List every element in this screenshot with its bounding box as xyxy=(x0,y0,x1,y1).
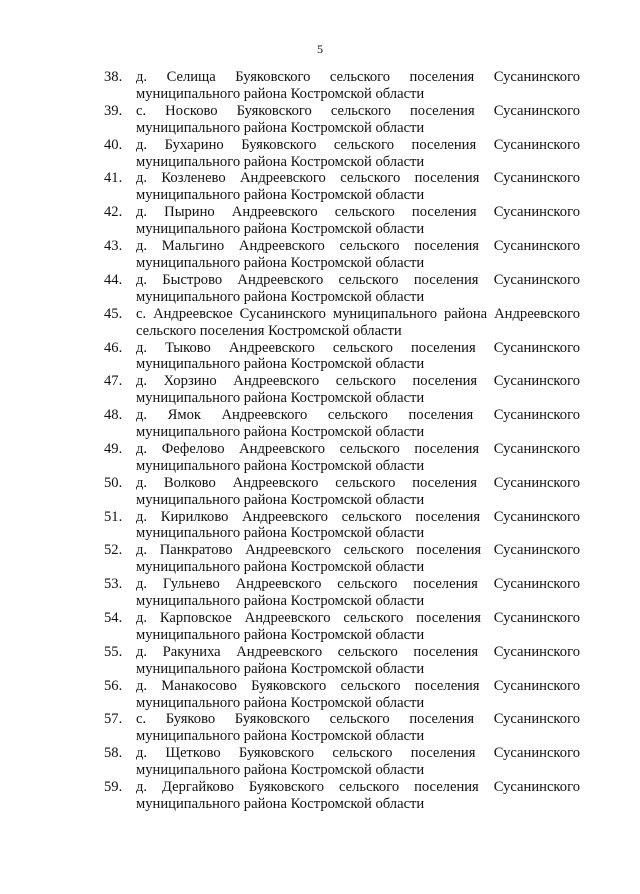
list-item xyxy=(104,678,580,712)
item-text: д. Быстрово Андреевского сельского поселения Сусанинского муниципального района Костромской области xyxy=(136,271,580,305)
page-number: 5 xyxy=(317,42,323,56)
list-item xyxy=(104,441,580,475)
item-text: с. Носково Буяковского сельского поселения Сусанинского муниципального района Костромской области xyxy=(136,102,580,136)
list-item xyxy=(104,103,580,137)
item-text: д. Пырино Андреевского сельского поселения Сусанинского муниципального района Костромской области xyxy=(136,204,580,238)
list-item xyxy=(104,373,580,407)
settlement-list xyxy=(104,69,580,813)
item-text: д. Хорзино Андреевского сельского поселения Сусанинского муниципального района Костромской области xyxy=(136,373,580,407)
item-number: 41. xyxy=(104,170,123,187)
item-text: д. Ракуниха Андреевского сельского поселения Сусанинского муниципального района Костромской области xyxy=(136,643,580,677)
item-text: д. Кирилково Андреевского сельского поселения Сусанинского муниципального района Костромской области xyxy=(136,508,580,542)
list-item xyxy=(104,340,580,374)
list-item xyxy=(104,272,580,306)
list-item xyxy=(104,475,580,509)
item-number: 56. xyxy=(104,677,123,694)
item-text: д. Гульнево Андреевского сельского поселения Сусанинского муниципального района Костромской области xyxy=(136,576,580,610)
list-item xyxy=(104,137,580,171)
item-text: с. Андреевское Сусанинского муниципального района Андреевского сельского поселения Костромской области xyxy=(136,305,580,339)
item-number: 39. xyxy=(104,102,123,119)
item-number: 42. xyxy=(104,204,123,221)
item-number: 46. xyxy=(104,339,123,356)
list-item xyxy=(104,170,580,204)
item-text: д. Мальгино Андреевского сельского поселения Сусанинского муниципального района Костромской области xyxy=(136,238,580,271)
list-item xyxy=(104,779,580,813)
item-text: с. Буяково Буяковского сельского поселения Сусанинского муниципального района Костромской области xyxy=(136,711,580,745)
item-number: 57. xyxy=(104,711,123,728)
item-text: д. Ямок Андреевского сельского поселения Сусанинского муниципального района Костромской области xyxy=(136,407,580,441)
item-text: д. Манакосово Буяковского сельского поселения Сусанинского муниципального района Костромской области xyxy=(136,677,580,711)
list-item xyxy=(104,204,580,238)
item-number: 50. xyxy=(104,474,123,491)
item-number: 54. xyxy=(104,610,123,626)
item-text: д. Тыково Андреевского сельского поселения Сусанинского муниципального района Костромской области xyxy=(136,339,580,373)
item-number: 40. xyxy=(104,136,123,153)
item-number: 55. xyxy=(104,643,123,660)
item-text: д. Козленево Андреевского сельского поселения Сусанинского муниципального района Костромской области xyxy=(136,170,580,204)
item-text: д. Дергайково Буяковского сельского поселения Сусанинского муниципального района Костромской области xyxy=(136,779,580,812)
item-number: 51. xyxy=(104,508,123,525)
list-item xyxy=(104,542,580,576)
item-number: 59. xyxy=(104,779,123,796)
list-item xyxy=(104,509,580,543)
item-number: 52. xyxy=(104,542,123,559)
item-number: 45. xyxy=(104,305,123,322)
item-number: 38. xyxy=(104,69,123,85)
item-text: д. Щетково Буяковского сельского поселения Сусанинского муниципального района Костромской области xyxy=(136,745,580,779)
list-item xyxy=(104,238,580,272)
item-number: 43. xyxy=(104,238,123,255)
item-number: 44. xyxy=(104,271,123,288)
item-number: 47. xyxy=(104,373,123,390)
item-text: д. Селища Буяковского сельского поселения Сусанинского муниципального района Костромской области xyxy=(136,69,580,102)
item-text: д. Панкратово Андреевского сельского поселения Сусанинского муниципального района Костромской области xyxy=(136,542,580,576)
list-item xyxy=(104,306,580,340)
item-text: д. Фефелово Андреевского сельского поселения Сусанинского муниципального района Костромской области xyxy=(136,440,580,474)
item-number: 53. xyxy=(104,576,123,593)
item-number: 58. xyxy=(104,745,123,762)
item-text: д. Карповское Андреевского сельского поселения Сусанинского муниципального района Костромской области xyxy=(136,610,580,643)
list-item xyxy=(104,610,580,644)
item-text: д. Бухарино Буяковского сельского поселения Сусанинского муниципального района Костромской области xyxy=(136,136,580,170)
item-number: 49. xyxy=(104,440,123,457)
list-item xyxy=(104,745,580,779)
list-item xyxy=(104,407,580,441)
list-item xyxy=(104,576,580,610)
list-item xyxy=(104,711,580,745)
list-item xyxy=(104,69,580,103)
item-number: 48. xyxy=(104,407,123,424)
list-item xyxy=(104,644,580,678)
item-text: д. Волково Андреевского сельского поселения Сусанинского муниципального района Костромской области xyxy=(136,474,580,508)
